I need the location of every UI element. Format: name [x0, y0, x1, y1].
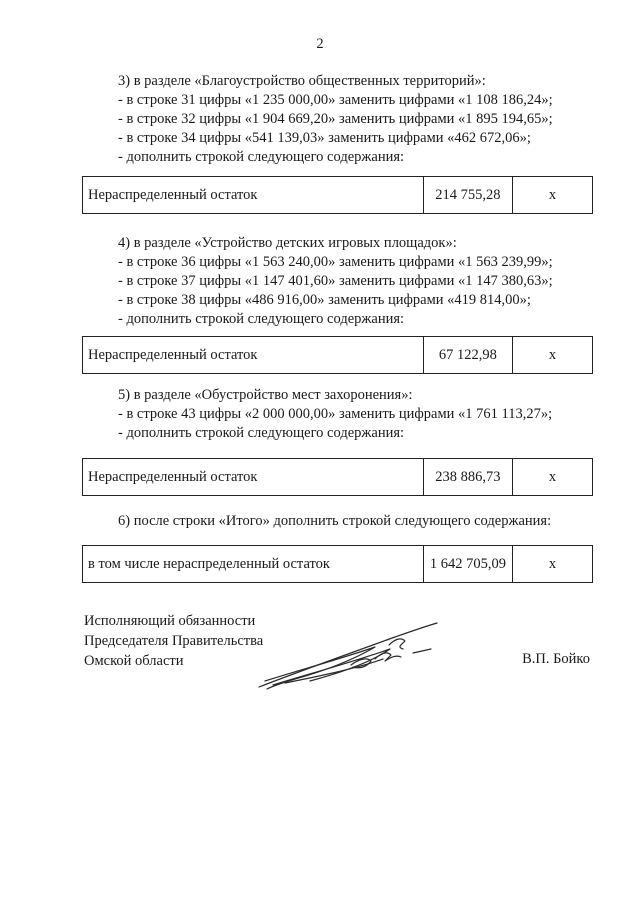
instruction-line: - дополнить строкой следующего содержания: [118, 149, 405, 165]
table-row [83, 546, 593, 583]
section-heading: 3) в разделе «Благоустройство общественных территорий»: [118, 73, 486, 89]
row-label: Нераспределенный остаток [83, 337, 424, 374]
instruction-line: - в строке 38 цифры «486 916,00» заменить цифрами «419 814,00»; [118, 292, 531, 308]
instruction-line: - дополнить строкой следующего содержания: [118, 425, 405, 441]
table-section-6 [82, 545, 593, 583]
row-label: в том числе нераспределенный остаток [83, 546, 424, 583]
row-amount: 238 886,73 [423, 459, 512, 496]
table-row [83, 337, 593, 374]
row-label: Нераспределенный остаток [83, 459, 424, 496]
table-row [83, 177, 593, 214]
row-mark: х [513, 177, 593, 214]
section-3 [118, 72, 553, 167]
instruction-line: - в строке 32 цифры «1 904 669,20» заменить цифрами «1 895 194,65»; [118, 111, 553, 127]
table-section-5 [82, 458, 593, 496]
row-amount: 67 122,98 [423, 337, 512, 374]
signatory-name: В.П. Бойко [522, 651, 590, 667]
signatory-position [84, 611, 263, 671]
page-number: 2 [316, 36, 324, 52]
row-mark: х [513, 459, 593, 496]
section-5 [118, 386, 552, 443]
instruction-line: - дополнить строкой следующего содержания: [118, 311, 405, 327]
row-label: Нераспределенный остаток [83, 177, 424, 214]
position-line: Исполняющий обязанности [84, 613, 256, 629]
row-mark: х [513, 546, 593, 583]
section-heading: 5) в разделе «Обустройство мест захоронения»: [118, 387, 413, 403]
position-line: Председателя Правительства [84, 633, 264, 649]
instruction-line: - в строке 37 цифры «1 147 401,60» заменить цифрами «1 147 380,63»; [118, 273, 553, 289]
position-line: Омской области [84, 653, 184, 669]
row-amount: 1 642 705,09 [423, 546, 512, 583]
section-4 [118, 234, 553, 329]
table-row [83, 459, 593, 496]
instruction-line: - в строке 36 цифры «1 563 240,00» заменить цифрами «1 563 239,99»; [118, 254, 553, 270]
row-mark: х [513, 337, 593, 374]
instruction-line: - в строке 34 цифры «541 139,03» заменить цифрами «462 672,06»; [118, 130, 531, 146]
section-heading: 4) в разделе «Устройство детских игровых площадок»: [118, 235, 457, 251]
table-section-4 [82, 336, 593, 374]
handwritten-signature [255, 615, 445, 695]
section-6-text: 6) после строки «Итого» дополнить строкой следующего содержания: [118, 513, 552, 529]
instruction-line: - в строке 43 цифры «2 000 000,00» заменить цифрами «1 761 113,27»; [118, 406, 553, 422]
instruction-line: - в строке 31 цифры «1 235 000,00» заменить цифрами «1 108 186,24»; [118, 92, 553, 108]
row-amount: 214 755,28 [423, 177, 512, 214]
table-section-3 [82, 176, 593, 214]
